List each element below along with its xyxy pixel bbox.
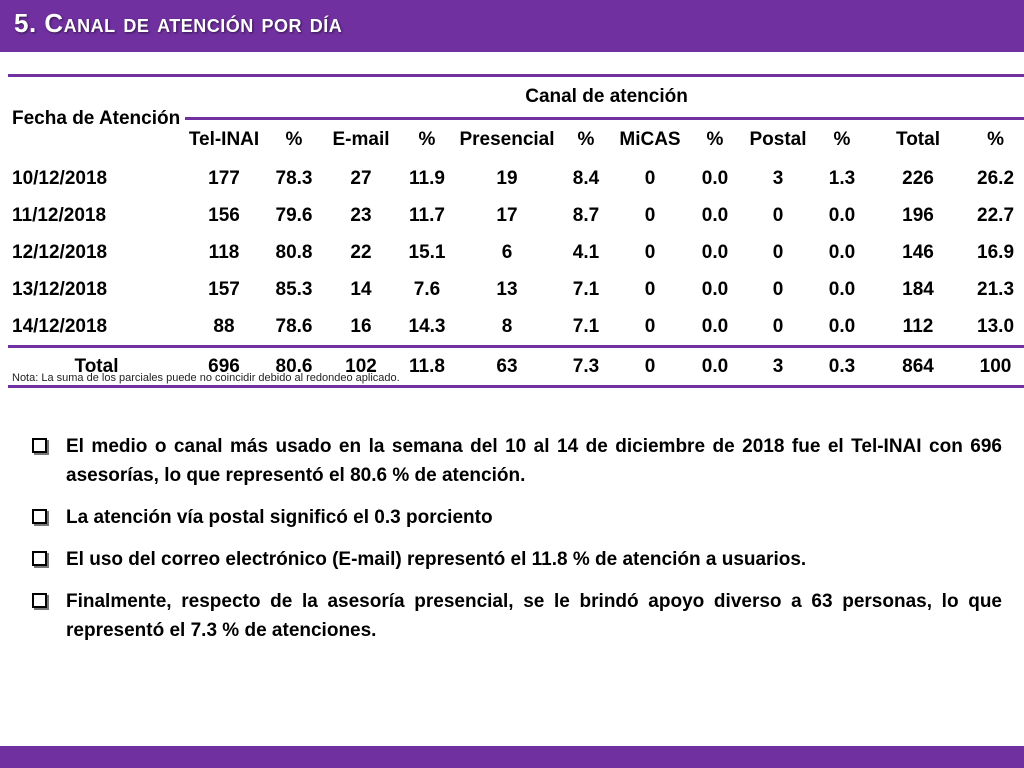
column-header: %: [811, 119, 873, 161]
bullet-text: Finalmente, respecto de la asesoría presencial, se le brindó apoyo diverso a 63 personas, lo que representó el 7.3 % de atenciones.: [66, 591, 1002, 641]
row-date: 10/12/2018: [12, 167, 108, 189]
table-cell: 26.2: [977, 167, 1015, 189]
table-cell: 8.7: [572, 204, 600, 226]
total-cell: 80.6: [263, 347, 325, 387]
table-cell: 13.0: [977, 315, 1015, 337]
table-cell: 27: [350, 167, 372, 189]
table-cell: 226: [902, 167, 934, 189]
table-cell: 156: [208, 204, 240, 226]
table-cell: 0.0: [701, 204, 729, 226]
table-cell: 0: [772, 204, 784, 226]
table-row: [8, 271, 1024, 308]
total-cell: 696: [185, 347, 263, 387]
date-column-header: Fecha de Atención: [8, 76, 185, 161]
table-cell: 11.9: [409, 167, 445, 189]
table-row: [8, 234, 1024, 271]
table-cell: 17: [496, 204, 518, 226]
table-cell: 0: [772, 278, 784, 300]
bullet-item: [30, 545, 1002, 574]
table-cell: 6: [501, 241, 513, 263]
table-cell: 7.6: [413, 278, 441, 300]
bullet-text: El medio o canal más usado en la semana del 10 al 14 de diciembre de 2018 fue el Tel-INAI con 696 asesorías, lo que representó el 80.6 % de atención.: [66, 436, 1002, 486]
table-cell: 78.3: [275, 167, 313, 189]
checkbox-bullet-icon: [32, 551, 47, 566]
table-cell: 0: [772, 241, 784, 263]
header-row-group: [8, 76, 1024, 119]
total-cell: 0: [615, 347, 685, 387]
table-cell: 177: [208, 167, 240, 189]
table-cell: 184: [902, 278, 934, 300]
table-cell: 22.7: [977, 204, 1015, 226]
total-cell: 11.8: [397, 347, 457, 387]
checkbox-bullet-icon: [32, 593, 47, 608]
table-cell: 0: [644, 204, 656, 226]
table-cell: 8: [501, 315, 513, 337]
table-cell: 0.0: [701, 315, 729, 337]
bullet-item: [30, 503, 1002, 532]
table-cell: 80.8: [275, 241, 313, 263]
table-cell: 85.3: [275, 278, 313, 300]
column-header: Tel-INAI: [185, 119, 263, 161]
table-cell: 88: [213, 315, 235, 337]
row-date: 13/12/2018: [12, 278, 108, 300]
column-header: %: [557, 119, 615, 161]
bullet-text: La atención vía postal significó el 0.3 porciento: [66, 507, 493, 528]
row-date: 14/12/2018: [12, 315, 108, 337]
table-cell: 14.3: [408, 315, 446, 337]
column-header: Postal: [745, 119, 811, 161]
table-cell: 13: [496, 278, 518, 300]
table-cell: 0: [644, 167, 656, 189]
total-cell: 3: [745, 347, 811, 387]
table-cell: 4.1: [572, 241, 600, 263]
table-cell: 16: [350, 315, 372, 337]
table-cell: 0: [772, 315, 784, 337]
column-header: E-mail: [325, 119, 397, 161]
table-cell: 3: [772, 167, 784, 189]
column-header: %: [963, 119, 1024, 161]
table-cell: 16.9: [977, 241, 1015, 263]
table-cell: 1.3: [828, 167, 856, 189]
table-cell: 15.1: [408, 241, 446, 263]
bullet-item: [30, 587, 1002, 645]
table-cell: 0.0: [701, 278, 729, 300]
total-label: Total: [8, 347, 185, 387]
table-cell: 0.0: [828, 278, 856, 300]
attention-table: [8, 74, 1024, 388]
title-bar: [0, 0, 1024, 52]
table-cell: 79.6: [275, 204, 313, 226]
total-cell: 0.3: [811, 347, 873, 387]
table-cell: 146: [902, 241, 934, 263]
total-cell: 7.3: [557, 347, 615, 387]
table-cell: 0.0: [828, 315, 856, 337]
column-header: Total: [873, 119, 963, 161]
table-row: [8, 308, 1024, 347]
bullet-list: [30, 432, 1002, 658]
table-cell: 196: [902, 204, 934, 226]
table-cell: 118: [208, 241, 240, 263]
bottom-bar: [0, 746, 1024, 768]
row-date: 12/12/2018: [12, 241, 108, 263]
table-cell: 0: [644, 315, 656, 337]
table-cell: 14: [350, 278, 372, 300]
table-cell: 0.0: [701, 167, 729, 189]
table-row: [8, 197, 1024, 234]
column-header: %: [263, 119, 325, 161]
total-cell: 63: [457, 347, 557, 387]
table-cell: 0.0: [828, 204, 856, 226]
table-cell: 7.1: [572, 315, 600, 337]
bullet-item: [30, 432, 1002, 490]
table-cell: 7.1: [572, 278, 600, 300]
table-cell: 0.0: [701, 241, 729, 263]
table-cell: 19: [496, 167, 518, 189]
table-cell: 22: [350, 241, 372, 263]
column-header: Presencial: [457, 119, 557, 161]
slide-title: 5. Canal de atención por día: [14, 8, 343, 38]
bullet-text: El uso del correo electrónico (E-mail) representó el 11.8 % de atención a usuarios.: [66, 549, 807, 570]
table-note: Nota: La suma de los parciales puede no coincidir debido al redondeo aplicado.: [12, 372, 400, 384]
total-cell: 102: [325, 347, 397, 387]
table-cell: 11.7: [409, 204, 445, 226]
table-cell: 78.6: [275, 315, 313, 337]
table-row: [8, 160, 1024, 197]
total-cell: 864: [873, 347, 963, 387]
table-cell: 8.4: [572, 167, 600, 189]
table-cell: 157: [208, 278, 240, 300]
table-cell: 21.3: [977, 278, 1015, 300]
table-cell: 0: [644, 278, 656, 300]
column-header: %: [685, 119, 745, 161]
total-cell: 100: [963, 347, 1024, 387]
checkbox-bullet-icon: [32, 509, 47, 524]
table-cell: 23: [350, 204, 372, 226]
checkbox-bullet-icon: [32, 438, 47, 453]
table-cell: 112: [902, 315, 934, 337]
column-header: %: [397, 119, 457, 161]
column-header: MiCAS: [615, 119, 685, 161]
total-cell: 0.0: [685, 347, 745, 387]
channel-group-header: Canal de atención: [185, 76, 1024, 119]
row-date: 11/12/2018: [12, 204, 107, 226]
table-cell: 0: [644, 241, 656, 263]
table-cell: 0.0: [828, 241, 856, 263]
